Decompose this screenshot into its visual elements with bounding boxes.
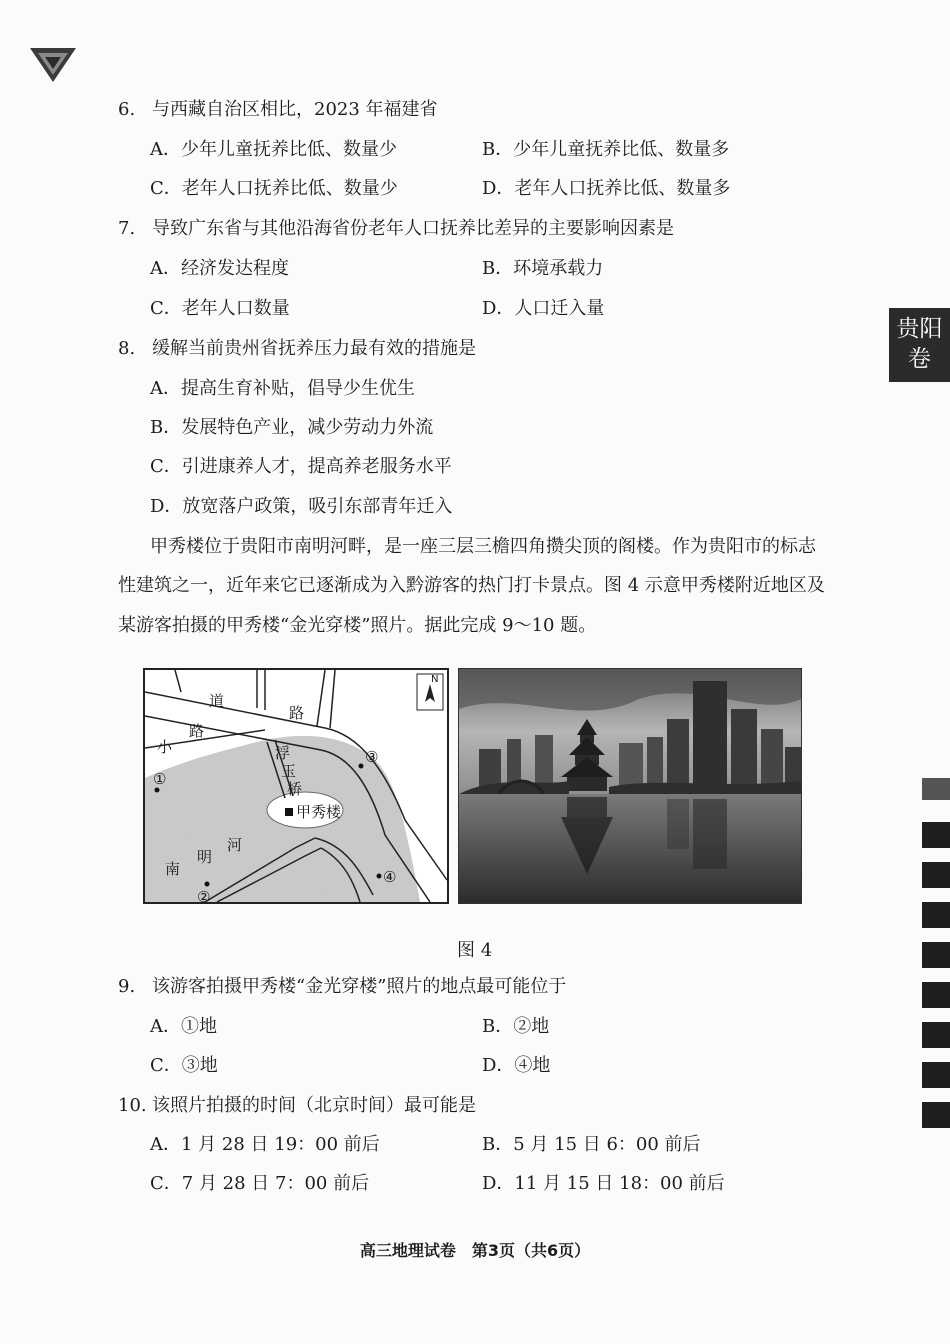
option-10d: D．11 月 15 日 18：00 前后 xyxy=(482,1173,725,1194)
question-stem: 与西藏自治区相比，2023 年福建省 xyxy=(152,99,438,120)
lane-label-1: 小 xyxy=(157,738,173,756)
passage-line-1: 甲秀楼位于贵阳市南明河畔，是一座三层三檐四角攒尖顶的阁楼。作为贵阳市的标志 xyxy=(150,536,816,557)
question-number: 6. xyxy=(118,99,136,120)
option-6b: B．少年儿童抚养比低、数量多 xyxy=(482,139,730,160)
bridge-label-3: 桥 xyxy=(287,780,303,798)
option-10a: A．1 月 28 日 19：00 前后 xyxy=(150,1134,380,1155)
scan-mark xyxy=(922,902,950,928)
region-tab-line1: 贵阳 xyxy=(896,316,943,342)
option-9c: C．③地 xyxy=(150,1055,218,1076)
question-stem: 缓解当前贵州省抚养压力最有效的措施是 xyxy=(152,338,476,359)
option-9b: B．②地 xyxy=(482,1016,550,1037)
exam-logo-icon xyxy=(28,44,78,84)
scan-mark xyxy=(922,1102,950,1128)
pavilion-label: 甲秀楼 xyxy=(296,803,342,821)
question-10 xyxy=(118,1094,476,1118)
scan-mark xyxy=(922,1022,950,1048)
point-3-label: ③ xyxy=(365,748,379,766)
option-7a: A．经济发达程度 xyxy=(150,258,289,279)
option-7c: C．老年人口数量 xyxy=(150,298,290,319)
bridge-label-2: 玉 xyxy=(281,762,297,780)
option-8a: A．提高生育补贴，倡导少生优生 xyxy=(150,378,415,399)
question-number: 8. xyxy=(118,338,136,359)
question-number: 10. xyxy=(118,1095,147,1116)
option-9d: D．④地 xyxy=(482,1055,551,1076)
region-tab xyxy=(889,308,950,382)
option-8b: B．发展特色产业，减少劳动力外流 xyxy=(150,417,434,438)
scan-mark xyxy=(922,862,950,888)
road-label-2: 路 xyxy=(289,704,305,722)
passage-line-3: 某游客拍摄的甲秀楼“金光穿楼”照片。据此完成 9～10 题。 xyxy=(118,615,597,636)
river-label-3: 河 xyxy=(227,836,243,854)
question-number: 7. xyxy=(118,218,136,239)
point-1-label: ① xyxy=(153,770,167,788)
option-7b: B．环境承载力 xyxy=(482,258,604,279)
scan-mark xyxy=(922,778,950,800)
lane-label-2: 路 xyxy=(189,722,205,740)
figure-caption: 图 4 xyxy=(457,940,493,961)
option-10c: C．7 月 28 日 7：00 前后 xyxy=(150,1173,370,1194)
option-9a: A．①地 xyxy=(150,1016,217,1037)
question-6 xyxy=(118,98,438,122)
question-7 xyxy=(118,217,674,241)
question-stem: 该照片拍摄的时间（北京时间）最可能是 xyxy=(152,1095,476,1116)
river-label-1: 南 xyxy=(165,860,181,878)
option-6c: C．老年人口抚养比低、数量少 xyxy=(150,178,398,199)
road-label-1: 道 xyxy=(209,692,225,710)
question-8 xyxy=(118,337,476,361)
river-label-2: 明 xyxy=(197,848,213,866)
question-9 xyxy=(118,975,566,999)
scan-mark xyxy=(922,822,950,848)
question-stem: 该游客拍摄甲秀楼“金光穿楼”照片的地点最可能位于 xyxy=(152,976,567,997)
bridge-label-1: 浮 xyxy=(275,744,291,762)
point-2-label: ② xyxy=(197,888,211,902)
scan-mark xyxy=(922,942,950,968)
question-number: 9. xyxy=(118,976,136,997)
scan-mark xyxy=(922,1062,950,1088)
point-4-label: ④ xyxy=(383,868,397,886)
location-map xyxy=(143,668,449,904)
passage-line-2: 性建筑之一，近年来它已逐渐成为入黔游客的热门打卡景点。图 4 示意甲秀楼附近地区及 xyxy=(118,575,825,596)
photo-drawing xyxy=(459,669,801,903)
option-8c: C．引进康养人才，提高养老服务水平 xyxy=(150,456,452,477)
option-10b: B．5 月 15 日 6：00 前后 xyxy=(482,1134,701,1155)
option-8d: D．放宽落户政策，吸引东部青年迁入 xyxy=(150,496,453,517)
option-7d: D．人口迁入量 xyxy=(482,298,605,319)
map-drawing xyxy=(145,670,447,902)
north-label: N xyxy=(431,674,439,685)
jiaxiu-pavilion-photo xyxy=(458,668,802,904)
region-tab-line2: 卷 xyxy=(908,346,931,372)
option-6a: A．少年儿童抚养比低、数量少 xyxy=(150,139,397,160)
page-footer: 高三地理试卷 第3页（共6页） xyxy=(359,1241,591,1260)
option-6d: D．老年人口抚养比低、数量多 xyxy=(482,178,731,199)
scan-mark xyxy=(922,982,950,1008)
question-stem: 导致广东省与其他沿海省份老年人口抚养比差异的主要影响因素是 xyxy=(152,218,674,239)
